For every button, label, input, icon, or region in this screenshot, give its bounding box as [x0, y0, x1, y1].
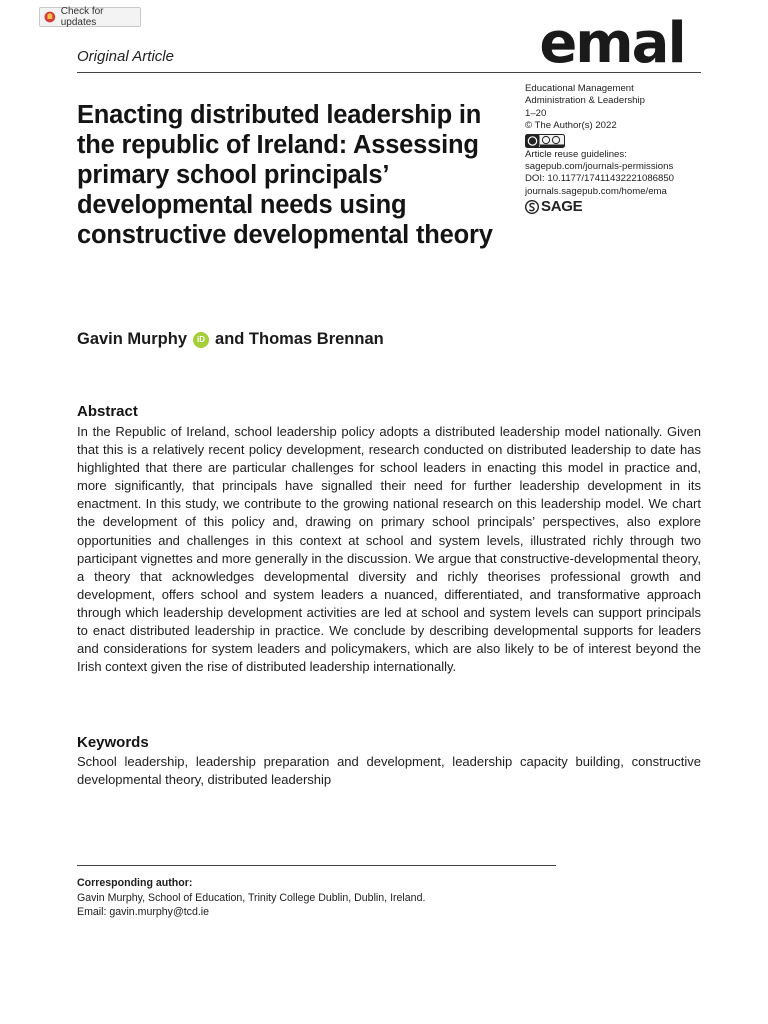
journal-logo — [522, 18, 702, 68]
corresponding-author-label: Corresponding author: — [77, 877, 193, 889]
author-name: and Thomas Brennan — [215, 330, 384, 348]
check-for-updates-label: Check for updates — [60, 6, 104, 28]
keywords-text: School leadership, leadership preparation and development, leadership capacity building, constructive developmental theory, distributed leadership — [77, 754, 701, 788]
copyright: © The Author(s) 2022 — [525, 120, 617, 132]
author-name: Gavin Murphy — [77, 330, 188, 348]
article-type: Original Article — [77, 48, 174, 65]
journal-name-line2: Administration & Leadership — [525, 95, 645, 107]
reuse-guidelines-link[interactable]: sagepub.com/journals-permissions — [525, 161, 674, 173]
header-rule — [77, 72, 701, 73]
check-for-updates-button[interactable] — [39, 7, 141, 27]
update-icon — [44, 11, 56, 23]
article-title: Enacting distributed leadership in the republic of Ireland: Assessing primary school principals’ developmental needs using constructive developmental theory — [77, 101, 493, 249]
abstract-text: In the Republic of Ireland, school leadership policy adopts a distributed leadership model nationally. Given that this is a relatively recent policy development, research conducted on distributed leadership to date has highlighted that there are particular challenges for school leaders in enacting this model in practice and, more significantly, that principals have signalled their need for further leadership development in its enactment. In this study, we contribute to the growing national research on this leadership model. We chart the development of this policy and, drawing on primary school principals’ perspectives, also explore opportunities and challenges in this context at school and system levels, illustrated richly through two participant vignettes and more generally in the discussion. We argue that constructive-developmental theory, a theory that acknowledges developmental diversity and richly theorises professional growth and development, offers school and system leaders a nuanced, differentiated, and transformative approach through which leadership development activities are led at school and system levels can support principals to enact distributed leadership in practice. We conclude by describing developmental supports for leaders and considerations for system leaders and policymakers, which are also likely to be of interest beyond the Irish context given the rise of distributed leadership internationally. — [77, 424, 701, 675]
orcid-icon[interactable]: iD — [193, 332, 209, 348]
sage-logo-icon — [525, 200, 539, 214]
journal-home-link[interactable]: journals.sagepub.com/home/ema — [525, 185, 667, 197]
abstract-heading: Abstract — [77, 403, 138, 420]
page-range: 1–20 — [525, 107, 547, 119]
journal-name-line1: Educational Management — [525, 83, 634, 94]
reuse-guidelines-label: Article reuse guidelines: — [525, 148, 627, 160]
publisher-name: SAGE — [541, 198, 583, 216]
cc-license-badge — [525, 134, 715, 148]
corresponding-author — [77, 876, 425, 920]
doi[interactable]: DOI: 10.1177/17411432221086850 — [525, 173, 675, 185]
journal-meta — [525, 83, 715, 214]
keywords-heading: Keywords — [77, 734, 149, 751]
journal-logo-text: emal — [539, 18, 685, 68]
cc-license-icon — [525, 134, 565, 148]
corresponding-author-address: Gavin Murphy, School of Education, Trinity College Dublin, Dublin, Ireland. — [77, 891, 426, 904]
author-line — [77, 330, 384, 349]
publisher-logo — [525, 200, 715, 214]
footnote-rule — [77, 865, 556, 866]
corresponding-author-email[interactable]: Email: gavin.murphy@tcd.ie — [77, 906, 210, 919]
